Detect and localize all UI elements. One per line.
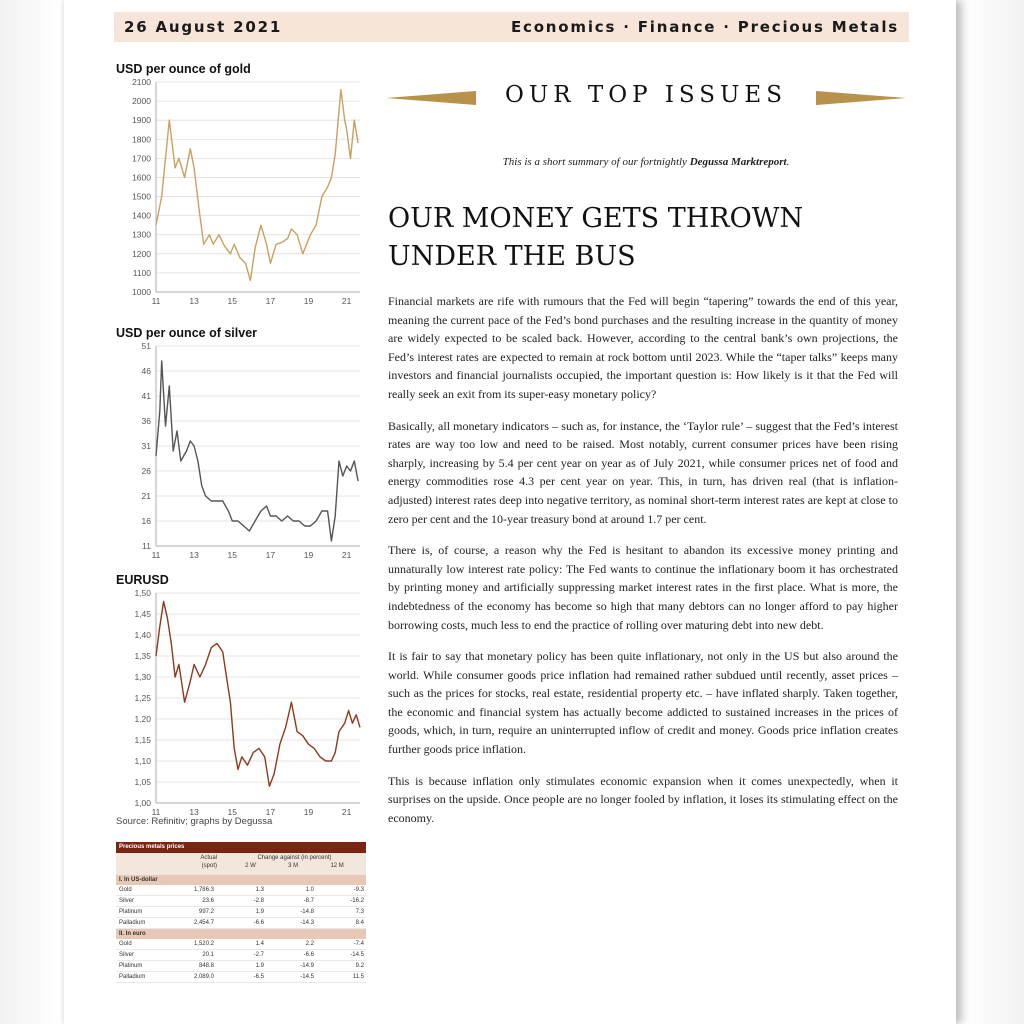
table-cell: 1.4 xyxy=(255,941,264,947)
table-row xyxy=(116,918,366,929)
table-cell: Palladium xyxy=(119,974,146,980)
table-cell: 1.9 xyxy=(255,963,264,969)
y-tick-label: 51 xyxy=(141,341,151,351)
document-page xyxy=(64,0,956,1024)
table-row xyxy=(116,939,366,950)
table-subheader xyxy=(116,853,366,875)
y-tick-label: 1000 xyxy=(132,287,151,297)
y-tick-label: 1500 xyxy=(132,191,151,202)
paragraph: Financial markets are rife with rumours that the Fed will begin “tapering” towards the end of this year, meaning the current pace of the Fed’s bond purchases and the resulting increase in the quantity of money are widely expected to be scaled back. However, according to the central bank’s own projections, the Fed’s interest rates are expected to remain at rock bottom until 2023. While the “taper talks” keeps many investors and financial journalists occupied, the important question is: How likely is it that the Fed will really seek an exit from its super-easy monetary policy? xyxy=(388,294,898,401)
y-tick-label: 16 xyxy=(141,516,151,526)
y-tick-label: 11 xyxy=(142,541,151,551)
table-cell: 1.0 xyxy=(305,887,314,893)
precious-metals-table xyxy=(116,842,366,983)
table-cell: -16.2 xyxy=(350,898,364,904)
y-tick-label: 1800 xyxy=(132,134,151,145)
period-label: 12 M xyxy=(330,863,344,869)
x-tick-label: 19 xyxy=(303,807,314,817)
table-cell: -14.5 xyxy=(300,974,314,980)
x-tick-label: 13 xyxy=(189,807,199,817)
y-tick-label: 1,30 xyxy=(134,672,151,682)
x-tick-label: 15 xyxy=(227,296,237,306)
table-cell: -14.9 xyxy=(300,963,314,969)
x-tick-label: 21 xyxy=(341,807,352,817)
summary-suffix: . xyxy=(786,156,790,168)
actual-label: Actual xyxy=(200,855,217,861)
eurusd-chart-svg xyxy=(116,587,366,819)
table-cell: Platinum xyxy=(119,909,143,915)
table-cell: Silver xyxy=(119,952,135,958)
table-cell: -14.3 xyxy=(300,920,314,926)
x-tick-label: 11 xyxy=(151,296,161,306)
y-tick-label: 1600 xyxy=(132,172,151,183)
y-tick-label: 1,00 xyxy=(134,798,151,808)
x-tick-label: 11 xyxy=(151,807,161,817)
chart-title: EURUSD xyxy=(116,573,169,587)
table-body xyxy=(116,875,366,983)
series-line xyxy=(156,601,360,786)
paragraph: This is because inflation only stimulates economic expansion when it comes unexpectedly, when it surprises on the upside. Once people are no longer fooled by inflation, it loses its stimulating effect on the economy. xyxy=(388,773,898,825)
table-cell: 8.4 xyxy=(355,920,364,926)
x-tick-label: 15 xyxy=(227,807,237,817)
table-cell: 1,520.2 xyxy=(193,941,214,947)
table-cell: Palladium xyxy=(119,920,146,926)
y-tick-label: 2000 xyxy=(132,96,151,107)
paragraph: There is, of course, a reason why the Fed is hesitant to abandon its excessive money printing and unnaturally low interest rate policy: The Fed wants to continue the inflationary boom it has orchestrated by printing money and artificially suppressing market interest rates in the first place. What is more, the indebtedness of the economy has become so high that many debtors can no longer afford to pay higher borrowing costs, much less to end the practice of rolling over maturing debt into new debt. xyxy=(388,543,898,632)
series-line xyxy=(156,90,358,281)
y-tick-label: 26 xyxy=(141,466,151,476)
table-cell: Platinum xyxy=(119,963,143,969)
article-body xyxy=(388,292,898,840)
issues-title: OUR TOP ISSUES xyxy=(505,82,787,108)
y-tick-label: 1400 xyxy=(132,210,151,221)
table-cell: 1.3 xyxy=(255,887,264,893)
table-cell: -2.8 xyxy=(253,898,264,904)
table-cell: 1,786.3 xyxy=(193,887,214,893)
header-date: 26 August 2021 xyxy=(124,18,283,36)
x-tick-label: 17 xyxy=(265,550,276,560)
table-cell: Gold xyxy=(119,887,132,893)
y-tick-label: 21 xyxy=(141,491,151,501)
table-cell: -14.8 xyxy=(300,909,314,915)
x-tick-label: 15 xyxy=(227,550,237,560)
x-tick-label: 19 xyxy=(303,550,314,560)
table-cell: 20.1 xyxy=(202,952,214,958)
spot-label: (spot) xyxy=(201,863,217,869)
table-cell: -2.7 xyxy=(253,952,264,958)
x-tick-label: 13 xyxy=(189,296,199,306)
table-cell: -14.5 xyxy=(350,952,364,958)
y-tick-label: 1,25 xyxy=(134,693,151,703)
table-cell: 9.2 xyxy=(355,963,364,969)
issues-banner xyxy=(386,80,906,116)
header-bar xyxy=(114,12,909,42)
period-label: 3 M xyxy=(288,863,299,869)
table-cell: 11.5 xyxy=(352,974,364,980)
silver-chart-svg xyxy=(116,340,366,562)
table-cell: 23.6 xyxy=(202,898,214,904)
table-cell: -7.4 xyxy=(353,941,364,947)
header-topics: Economics · Finance · Precious Metals xyxy=(510,18,899,36)
y-tick-label: 1,15 xyxy=(134,735,151,745)
y-tick-label: 1900 xyxy=(132,115,151,126)
table-cell: 848.8 xyxy=(198,963,214,969)
table-cell: Silver xyxy=(119,898,135,904)
table-cell: 7.3 xyxy=(355,909,364,915)
x-tick-label: 13 xyxy=(189,550,199,560)
y-tick-label: 1,05 xyxy=(134,777,151,787)
y-tick-label: 1100 xyxy=(132,267,151,278)
x-tick-label: 17 xyxy=(265,296,276,306)
y-tick-label: 1,40 xyxy=(134,630,151,640)
summary-line xyxy=(386,156,906,168)
y-tick-label: 1,45 xyxy=(134,609,151,619)
x-tick-label: 11 xyxy=(151,550,161,560)
table-cell: 997.2 xyxy=(198,909,214,915)
series-line xyxy=(156,361,358,541)
paragraph: It is fair to say that monetary policy has been quite inflationary, not only in the US but also around the world. While consumer goods price inflation had remained rather subdued until recently, asset prices – such as the prices for stocks, real estate, residential property etc. – have inflated sharply. Taken together, the economic and financial system has actually become addicted to sustained increases in the prices of goods, which, in turn, require an uninterrupted inflow of credit and money. Goods price inflation creates further goods price inflation. xyxy=(388,649,898,757)
table-row xyxy=(116,907,366,918)
article-headline: OUR MONEY GETS THROWN UNDER THE BUS xyxy=(388,203,804,272)
table-row xyxy=(116,885,366,896)
y-tick-label: 1200 xyxy=(132,248,151,259)
table-title: Precious metals prices xyxy=(116,842,366,853)
table-cell: -6.5 xyxy=(253,974,264,980)
chart-title: USD per ounce of silver xyxy=(116,326,258,340)
summary-report-name: Degussa Marktreport xyxy=(689,156,787,168)
y-tick-label: 2100 xyxy=(132,77,151,87)
chart-title: USD per ounce of gold xyxy=(116,62,251,76)
gold-chart xyxy=(116,62,366,308)
y-tick-label: 1,35 xyxy=(134,651,151,661)
table-cell: -6.6 xyxy=(303,952,314,958)
table-section-header: I. In US-dollar xyxy=(116,875,366,885)
table-cell: Gold xyxy=(119,941,132,947)
y-tick-label: 1,20 xyxy=(134,714,151,724)
x-tick-label: 21 xyxy=(341,296,352,306)
table-cell: -6.6 xyxy=(253,920,264,926)
y-tick-label: 1,50 xyxy=(134,588,151,598)
eurusd-chart xyxy=(116,573,366,819)
gold-chart-svg xyxy=(116,76,366,308)
x-tick-label: 17 xyxy=(265,807,276,817)
y-tick-label: 36 xyxy=(141,416,151,426)
silver-chart xyxy=(116,326,366,562)
paragraph: Basically, all monetary indicators – such as, for instance, the ‘Taylor rule’ – suggest that the Fed’s interest rates are way too low and need to be raised. Most notably, current consumer prices have been rising sharply, increasing by 5.4 per cent year on year as of July 2021, while consumer prices net of food and energy commodities rose 4.3 per cent year on year. This, in turn, has driven real (that is inflation-adjusted) interest rates deep into negative territory, as nominal short-term interest rates are kept at close to zero per cent and the 10-year treasury bond at around 1.7 per cent. xyxy=(388,418,898,526)
y-tick-label: 41 xyxy=(141,391,151,401)
y-tick-label: 1,10 xyxy=(134,756,151,766)
table-row xyxy=(116,950,366,961)
table-cell: 2,454.7 xyxy=(193,920,214,926)
x-tick-label: 21 xyxy=(341,550,352,560)
y-tick-label: 31 xyxy=(141,441,151,451)
source-note: Source: Refinitiv; graphs by Degussa xyxy=(116,816,273,827)
table-cell: -9.3 xyxy=(353,887,364,893)
table-section-header: II. In euro xyxy=(116,929,366,939)
table-cell: -8.7 xyxy=(303,898,314,904)
period-label: 2 W xyxy=(245,863,256,869)
table-cell: 2,089.0 xyxy=(193,974,214,980)
summary-prefix: This is a short summary of our fortnightly xyxy=(502,156,690,168)
table-row xyxy=(116,896,366,907)
table-row xyxy=(116,972,366,983)
y-tick-label: 46 xyxy=(141,366,151,376)
table-row xyxy=(116,961,366,972)
y-tick-label: 1700 xyxy=(132,153,151,164)
y-tick-label: 1300 xyxy=(132,229,151,240)
change-label: Change against (in percent) xyxy=(257,855,332,861)
table-cell: 1.9 xyxy=(255,909,264,915)
x-tick-label: 19 xyxy=(303,296,314,306)
table-cell: 2.2 xyxy=(305,941,314,947)
